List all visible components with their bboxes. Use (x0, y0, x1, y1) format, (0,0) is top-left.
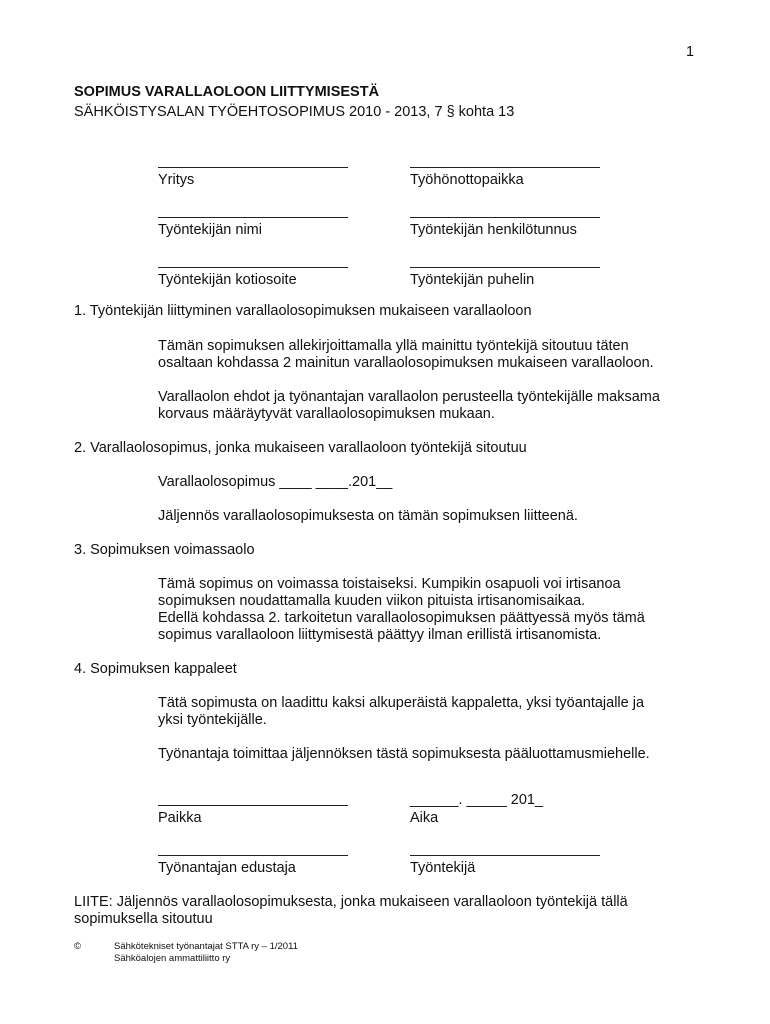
section-3-heading: 3. Sopimuksen voimassaolo (74, 542, 255, 558)
employee-label: Työntekijä (410, 860, 476, 876)
section-1-heading: 1. Työntekijän liittyminen varallaolosopimuksen mukaiseen varallaoloon (74, 303, 532, 319)
agreement-date-line[interactable]: Varallaolosopimus ____ ____.201__ (158, 474, 393, 490)
employer-rep-signature-line[interactable] (158, 855, 348, 856)
workplace-signature-line[interactable] (410, 167, 600, 168)
employee-address-line[interactable] (158, 267, 348, 268)
employee-name-label: Työntekijän nimi (158, 222, 262, 238)
section-4-heading: 4. Sopimuksen kappaleet (74, 661, 237, 677)
section-1-text: Tämän sopimuksen allekirjoittamalla yllä mainittu työntekijä sitoutuu täten (158, 338, 629, 354)
attachment-note: sopimuksella sitoutuu (74, 911, 213, 927)
employee-id-line[interactable] (410, 217, 600, 218)
section-4-text: Työnantaja toimittaa jäljennöksen tästä sopimuksesta pääluottamusmiehelle. (158, 746, 650, 762)
employee-phone-label: Työntekijän puhelin (410, 272, 535, 288)
footer-publisher: Sähköalojen ammattiliitto ry (114, 953, 231, 964)
employee-phone-line[interactable] (410, 267, 600, 268)
employer-rep-label: Työnantajan edustaja (158, 860, 296, 876)
employee-name-line[interactable] (158, 217, 348, 218)
section-1-text: Varallaolon ehdot ja työnantajan varallaolon perusteella työntekijälle maksama (158, 389, 660, 405)
document-title: SOPIMUS VARALLAOLOON LIITTYMISESTÄ (74, 84, 380, 100)
date-blank[interactable]: ______. _____ 201_ (410, 792, 544, 808)
section-2-text: Jäljennös varallaolosopimuksesta on tämän sopimuksen liitteenä. (158, 508, 578, 524)
time-label: Aika (410, 810, 439, 826)
copyright-symbol: © (74, 941, 81, 952)
section-1-text: korvaus määräytyvät varallaolosopimuksen mukaan. (158, 406, 495, 422)
section-4-text: Tätä sopimusta on laadittu kaksi alkuperäistä kappaletta, yksi työantajalle ja (158, 695, 645, 711)
section-2-heading: 2. Varallaolosopimus, jonka mukaiseen varallaoloon työntekijä sitoutuu (74, 440, 527, 456)
company-label: Yritys (158, 172, 195, 188)
workplace-label: Työhönottopaikka (410, 172, 524, 188)
section-4-text: yksi työntekijälle. (158, 712, 267, 728)
place-label: Paikka (158, 810, 202, 826)
page-number: 1 (686, 44, 695, 60)
company-signature-line[interactable] (158, 167, 348, 168)
employee-signature-line[interactable] (410, 855, 600, 856)
document-subtitle: SÄHKÖISTYSALAN TYÖEHTOSOPIMUS 2010 - 2013, 7 § kohta 13 (74, 104, 515, 120)
section-3-text: Edellä kohdassa 2. tarkoitetun varallaolosopimuksen päättyessä myös tämä (158, 610, 645, 626)
section-3-text: Tämä sopimus on voimassa toistaiseksi. Kumpikin osapuoli voi irtisanoa (158, 576, 621, 592)
section-3-text: sopimus varallaoloon liittymisestä päättyy ilman erillistä irtisanomista. (158, 627, 602, 643)
employee-address-label: Työntekijän kotiosoite (158, 272, 297, 288)
section-1-text: osaltaan kohdassa 2 mainitun varallaolosopimuksen mukaiseen varallaoloon. (158, 355, 654, 371)
employee-id-label: Työntekijän henkilötunnus (410, 222, 577, 238)
attachment-note: LIITE: Jäljennös varallaolosopimuksesta, jonka mukaiseen varallaoloon työntekijä tällä (74, 894, 628, 910)
place-signature-line[interactable] (158, 805, 348, 806)
footer-publisher: Sähkötekniset työnantajat STTA ry – 1/2011 (114, 941, 298, 952)
section-3-text: sopimuksen noudattamalla kuuden viikon pituista irtisanomisaikaa. (158, 593, 586, 609)
